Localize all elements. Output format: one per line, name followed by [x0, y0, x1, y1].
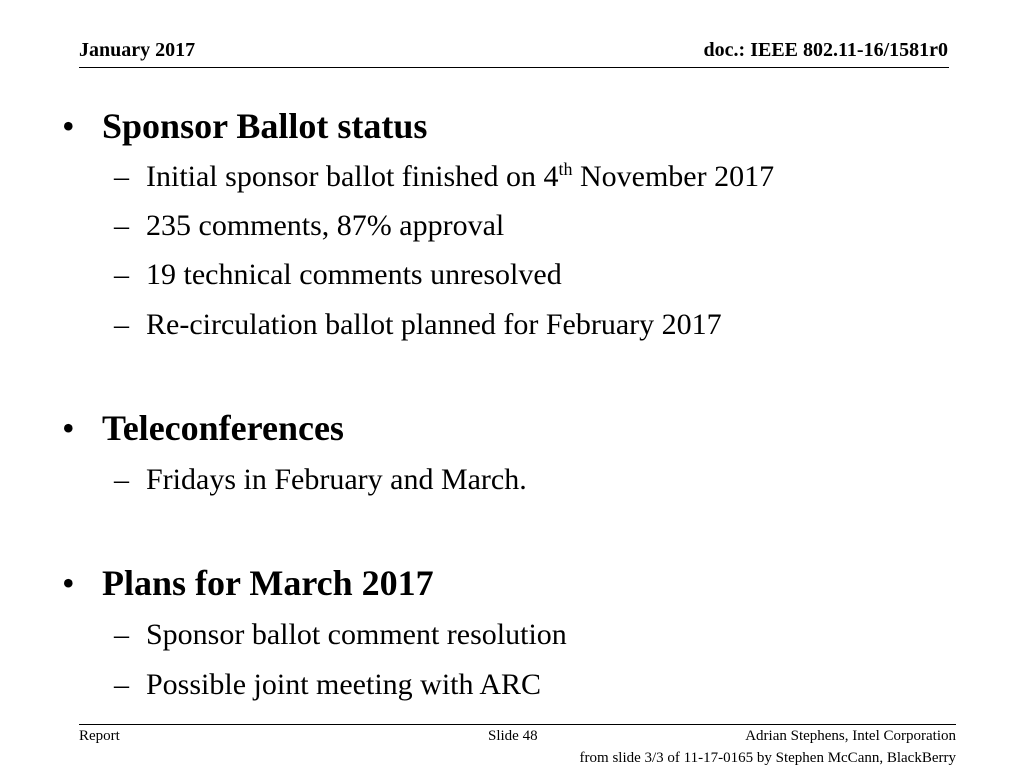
dash-icon: –: [114, 258, 129, 291]
list-item: [114, 310, 722, 340]
section-title-text: Sponsor Ballot status: [102, 106, 428, 146]
list-item: [114, 620, 567, 650]
list-item-text: Sponsor ballot comment resolution: [146, 618, 567, 651]
header-divider: [79, 67, 949, 68]
list-item-text: Re-circulation ballot planned for February 2017: [146, 308, 722, 341]
list-item-text: 235 comments, 87% approval: [146, 209, 505, 242]
bullet-icon: •: [62, 563, 75, 603]
list-item-text: Fridays in February and March.: [146, 463, 527, 496]
list-item-text: Possible joint meeting with ARC: [146, 668, 542, 701]
dash-icon: –: [114, 668, 129, 701]
bullet-icon: •: [62, 106, 75, 146]
section-title-plans: [62, 565, 434, 601]
section-title-sponsor-ballot: [62, 108, 427, 144]
list-item: [114, 159, 775, 193]
footer-author: Adrian Stephens, Intel Corporation: [745, 728, 956, 744]
header-date: January 2017: [79, 39, 196, 61]
dash-icon: –: [114, 618, 129, 651]
footer-report-label: Report: [79, 728, 120, 744]
header-doc-id: doc.: IEEE 802.11-16/1581r0: [703, 39, 948, 61]
section-title-teleconferences: [62, 410, 344, 446]
list-item-text: Initial sponsor ballot finished on 4: [146, 160, 559, 193]
dash-icon: –: [114, 308, 129, 341]
footer-divider: [79, 724, 956, 725]
bullet-icon: •: [62, 408, 75, 448]
dash-icon: –: [114, 209, 129, 242]
ordinal-suffix: th: [558, 159, 573, 179]
footer-source-note: from slide 3/3 of 11-17-0165 by Stephen McCann, BlackBerry: [579, 750, 956, 766]
list-item: [114, 211, 504, 241]
dash-icon: –: [114, 160, 129, 193]
section-title-text: Teleconferences: [102, 408, 344, 448]
footer-slide-number: Slide 48: [488, 728, 538, 744]
list-item-text: 19 technical comments unresolved: [146, 258, 562, 291]
list-item-text-end: November 2017: [572, 160, 775, 193]
list-item: [114, 670, 541, 700]
list-item: [114, 260, 562, 290]
list-item: [114, 465, 527, 495]
section-title-text: Plans for March 2017: [102, 563, 434, 603]
dash-icon: –: [114, 463, 129, 496]
